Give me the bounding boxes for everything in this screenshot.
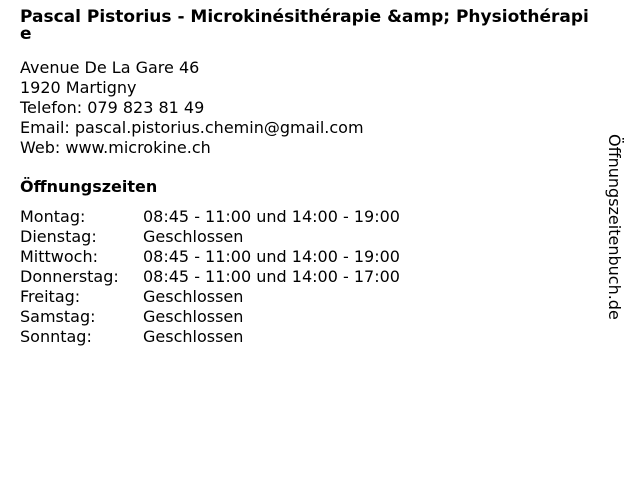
hours-row-sunday [20, 327, 600, 347]
time-value: Geschlossen [143, 287, 244, 306]
day-label: Freitag: [20, 287, 81, 306]
day-label: Donnerstag: [20, 267, 119, 286]
time-value: 08:45 - 11:00 und 14:00 - 17:00 [143, 267, 400, 286]
brand-watermark-text: Öffnungszeitenbuch.de [605, 134, 624, 320]
opening-hours-table [20, 207, 600, 347]
phone-line: Telefon: 079 823 81 49 [20, 98, 205, 117]
web-line: Web: www.microkine.ch [20, 138, 211, 157]
day-label: Mittwoch: [20, 247, 98, 266]
hours-row-friday [20, 287, 600, 307]
hours-row-saturday [20, 307, 600, 327]
time-value: Geschlossen [143, 327, 244, 346]
hours-row-monday [20, 207, 600, 227]
day-label: Sonntag: [20, 327, 92, 346]
city-postcode: 1920 Martigny [20, 78, 137, 97]
business-title: Pascal Pistorius - Microkinésithérapie &amp; Physiothérapie [20, 7, 589, 44]
time-value: 08:45 - 11:00 und 14:00 - 19:00 [143, 207, 400, 226]
time-value: 08:45 - 11:00 und 14:00 - 19:00 [143, 247, 400, 266]
opening-hours-heading: Öffnungszeiten [20, 177, 158, 196]
contact-block [20, 58, 600, 158]
hours-row-thursday [20, 267, 600, 287]
day-label: Montag: [20, 207, 86, 226]
time-value: Geschlossen [143, 227, 244, 246]
street-address: Avenue De La Gare 46 [20, 58, 200, 77]
day-label: Samstag: [20, 307, 96, 326]
day-label: Dienstag: [20, 227, 97, 246]
email-line: Email: pascal.pistorius.chemin@gmail.com [20, 118, 364, 137]
hours-row-tuesday [20, 227, 600, 247]
business-card [20, 9, 600, 347]
time-value: Geschlossen [143, 307, 244, 326]
hours-row-wednesday [20, 247, 600, 267]
